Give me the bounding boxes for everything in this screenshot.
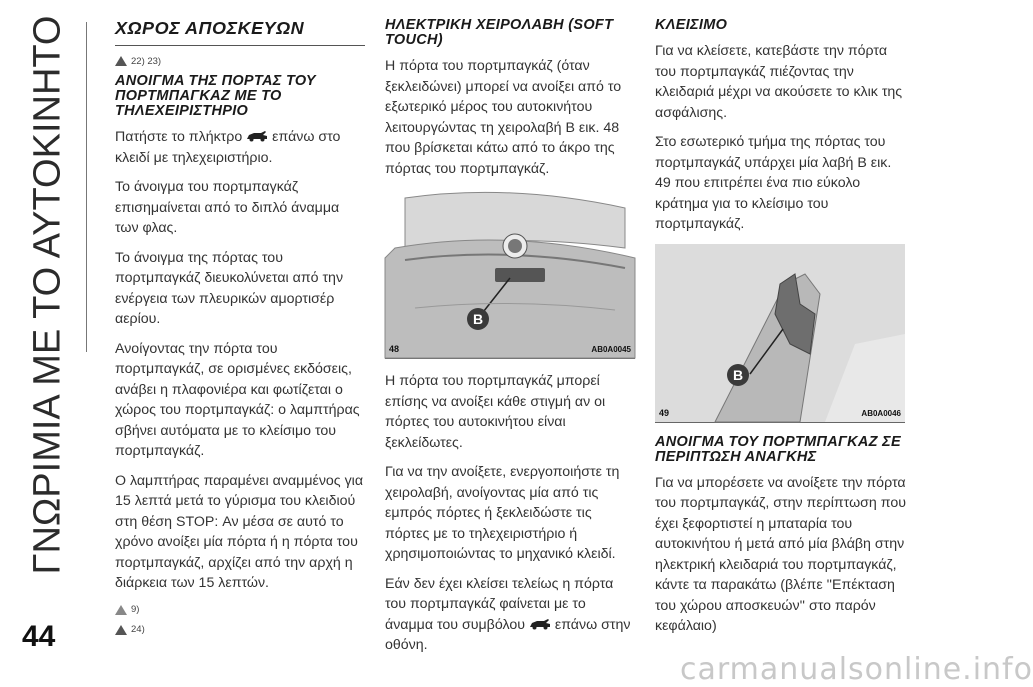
footer-watermark: carmanualsonline.info [680,652,1033,687]
paragraph: Για να την ανοίξετε, ενεργοποιήστε τη χειρολαβή, ανοίγοντας μία από τις εμπρός πόρτες ή ξεκλειδώστε τις πόρτες με το τηλεχειριστήριο ή χρησιμοποιώντας το μηχανικό κλειδί. [385,464,620,562]
figure-code: AB0A0045 [591,345,631,354]
warning-triangle-icon [115,605,127,615]
paragraph: Η πόρτα του πορτμπαγκάζ (όταν ξεκλειδώνει) μπορεί να ανοίξει από το εξωτερικό μέρος του αυτοκινήτου λειτουργώντας τη χειρολαβή B εικ. 48 που βρίσκεται κάτω από το άκρο της πόρτας του πορτμπαγκάζ. [385,58,622,177]
car-trunk-open-icon [246,130,268,142]
car-trunk-open-icon [529,618,551,630]
figure-number: 48 [389,344,400,354]
column-2 [385,18,635,665]
text: Πατήστε το πλήκτρο [115,129,243,145]
text: επάνω στο κλειδί με τηλεχειριστήριο. [115,129,341,166]
paragraph: Η πόρτα του πορτμπαγκάζ μπορεί επίσης να ανοίξει κάθε στιγμή αν οι πόρτες του αυτοκινήτου είναι ξεκλείδωτες. [385,373,606,451]
paragraph: Το άνοιγμα του πορτμπαγκάζ επισημαίνεται από το διπλό άναμμα των φλας. [115,179,340,236]
heading-closing: ΚΛΕΙΣΙΜΟ [655,17,728,33]
warning-ref-text: 24) [131,624,145,635]
warning-ref [115,623,365,637]
column-1 [115,18,365,643]
chapter-side-title [22,15,74,575]
tailgate-handle-illustration [655,244,905,422]
paragraph [115,127,365,168]
paragraph: Ανοίγοντας την πόρτα του πορτμπαγκάζ, σε ορισμένες εκδόσεις, ανάβει η πλαφονιέρα και φωτίζεται ο χώρος του πορτμπαγκάζ: ο λαμπτήρας σβήνει αυτόματα με το κλείσιμο του πορτμπαγκάζ. [115,340,360,459]
warning-ref [115,54,365,68]
callout-b: B [467,308,489,330]
text: επάνω στην οθόνη. [385,616,631,653]
figure-49 [655,244,905,423]
page-number: 44 [22,620,56,653]
callout-b: B [727,364,749,386]
paragraph [385,574,635,656]
warning-ref-text: 22) 23) [131,55,162,67]
figure-48 [385,188,635,359]
paragraph: Το άνοιγμα της πόρτας του πορτμπαγκάζ διευκολύνεται από την ενέργεια των πλευρικών αμορτισέρ αερίου. [115,249,344,327]
info-ref-text: 9) [131,604,140,615]
warning-triangle-icon [115,625,127,635]
figure-code: AB0A0046 [861,408,901,418]
paragraph: Για να μπορέσετε να ανοίξετε την πόρτα του πορτμπαγκάζ, στην περίπτωση που έχει ξεφορτιστεί η μπαταρία του αυτοκινήτου ή μετά από μία βλάβη στην ηλεκτρική κλειδαριά του πορτμπαγκάζ, κάντε τα παρακάτω (βλέπε ''Επέκταση του χώρου αποσκευών'' στο παρόν κεφάλαιο) [655,474,906,634]
warning-triangle-icon [115,56,127,66]
tailgate-illustration [385,188,635,358]
paragraph: Στο εσωτερικό τμήμα της πόρτας του πορτμπαγκάζ υπάρχει μία λαβή B εικ. 49 που επιτρέπει ένα πιο εύκολο κράτημα για το κλείσιμο του πορτμπαγκάζ. [655,134,892,232]
info-ref [115,603,365,617]
heading-emergency-opening: ΑΝΟΙΓΜΑ ΤΟΥ ΠΟΡΤΜΠΑΓΚΑΖ ΣΕ ΠΕΡΙΠΤΩΣΗ ΑΝΑΓΚΗΣ [655,433,902,465]
figure-number: 49 [659,407,670,418]
section-title: ΧΩΡΟΣ ΑΠΟΣΚΕΥΩΝ [115,18,365,46]
column-3 [655,18,910,646]
paragraph: Για να κλείσετε, κατεβάστε την πόρτα του πορτμπαγκάζ πιέζοντας την κλειδαριά μέχρι να ακούσετε το κλικ της ασφάλισης. [655,43,903,121]
side-divider [86,22,87,352]
text: Εάν δεν έχει κλείσει τελείως η πόρτα του πορτμπαγκάζ φαίνεται με το άναμμα του συμβόλου [385,575,614,633]
heading-remote-opening: ΑΝΟΙΓΜΑ ΤΗΣ ΠΟΡΤΑΣ ΤΟΥ ΠΟΡΤΜΠΑΓΚΑΖ ΜΕ ΤΟ ΤΗΛΕΧΕΙΡΙΣΤΗΡΙΟ [115,73,316,119]
chapter-side-title-text: ΓΝΩΡΙΜΙΑ ΜΕ ΤΟ ΑΥΤΟΚΙΝΗΤΟ [26,15,69,575]
paragraph: Ο λαμπτήρας παραμένει αναμμένος για 15 λεπτά μετά το γύρισμα του κλειδιού στη θέση STOP: Αν μέσα σε αυτό το χρόνο ανοίξει μία πόρτα ή η πόρτα του πορτμπαγκάζ, αρχίζει από την αρχή η διάρκεια των 15 λεπτών. [115,472,364,591]
heading-soft-touch: ΗΛΕΚΤΡΙΚΗ ΧΕΙΡΟΛΑΒΗ (SOFT TOUCH) [385,17,614,48]
